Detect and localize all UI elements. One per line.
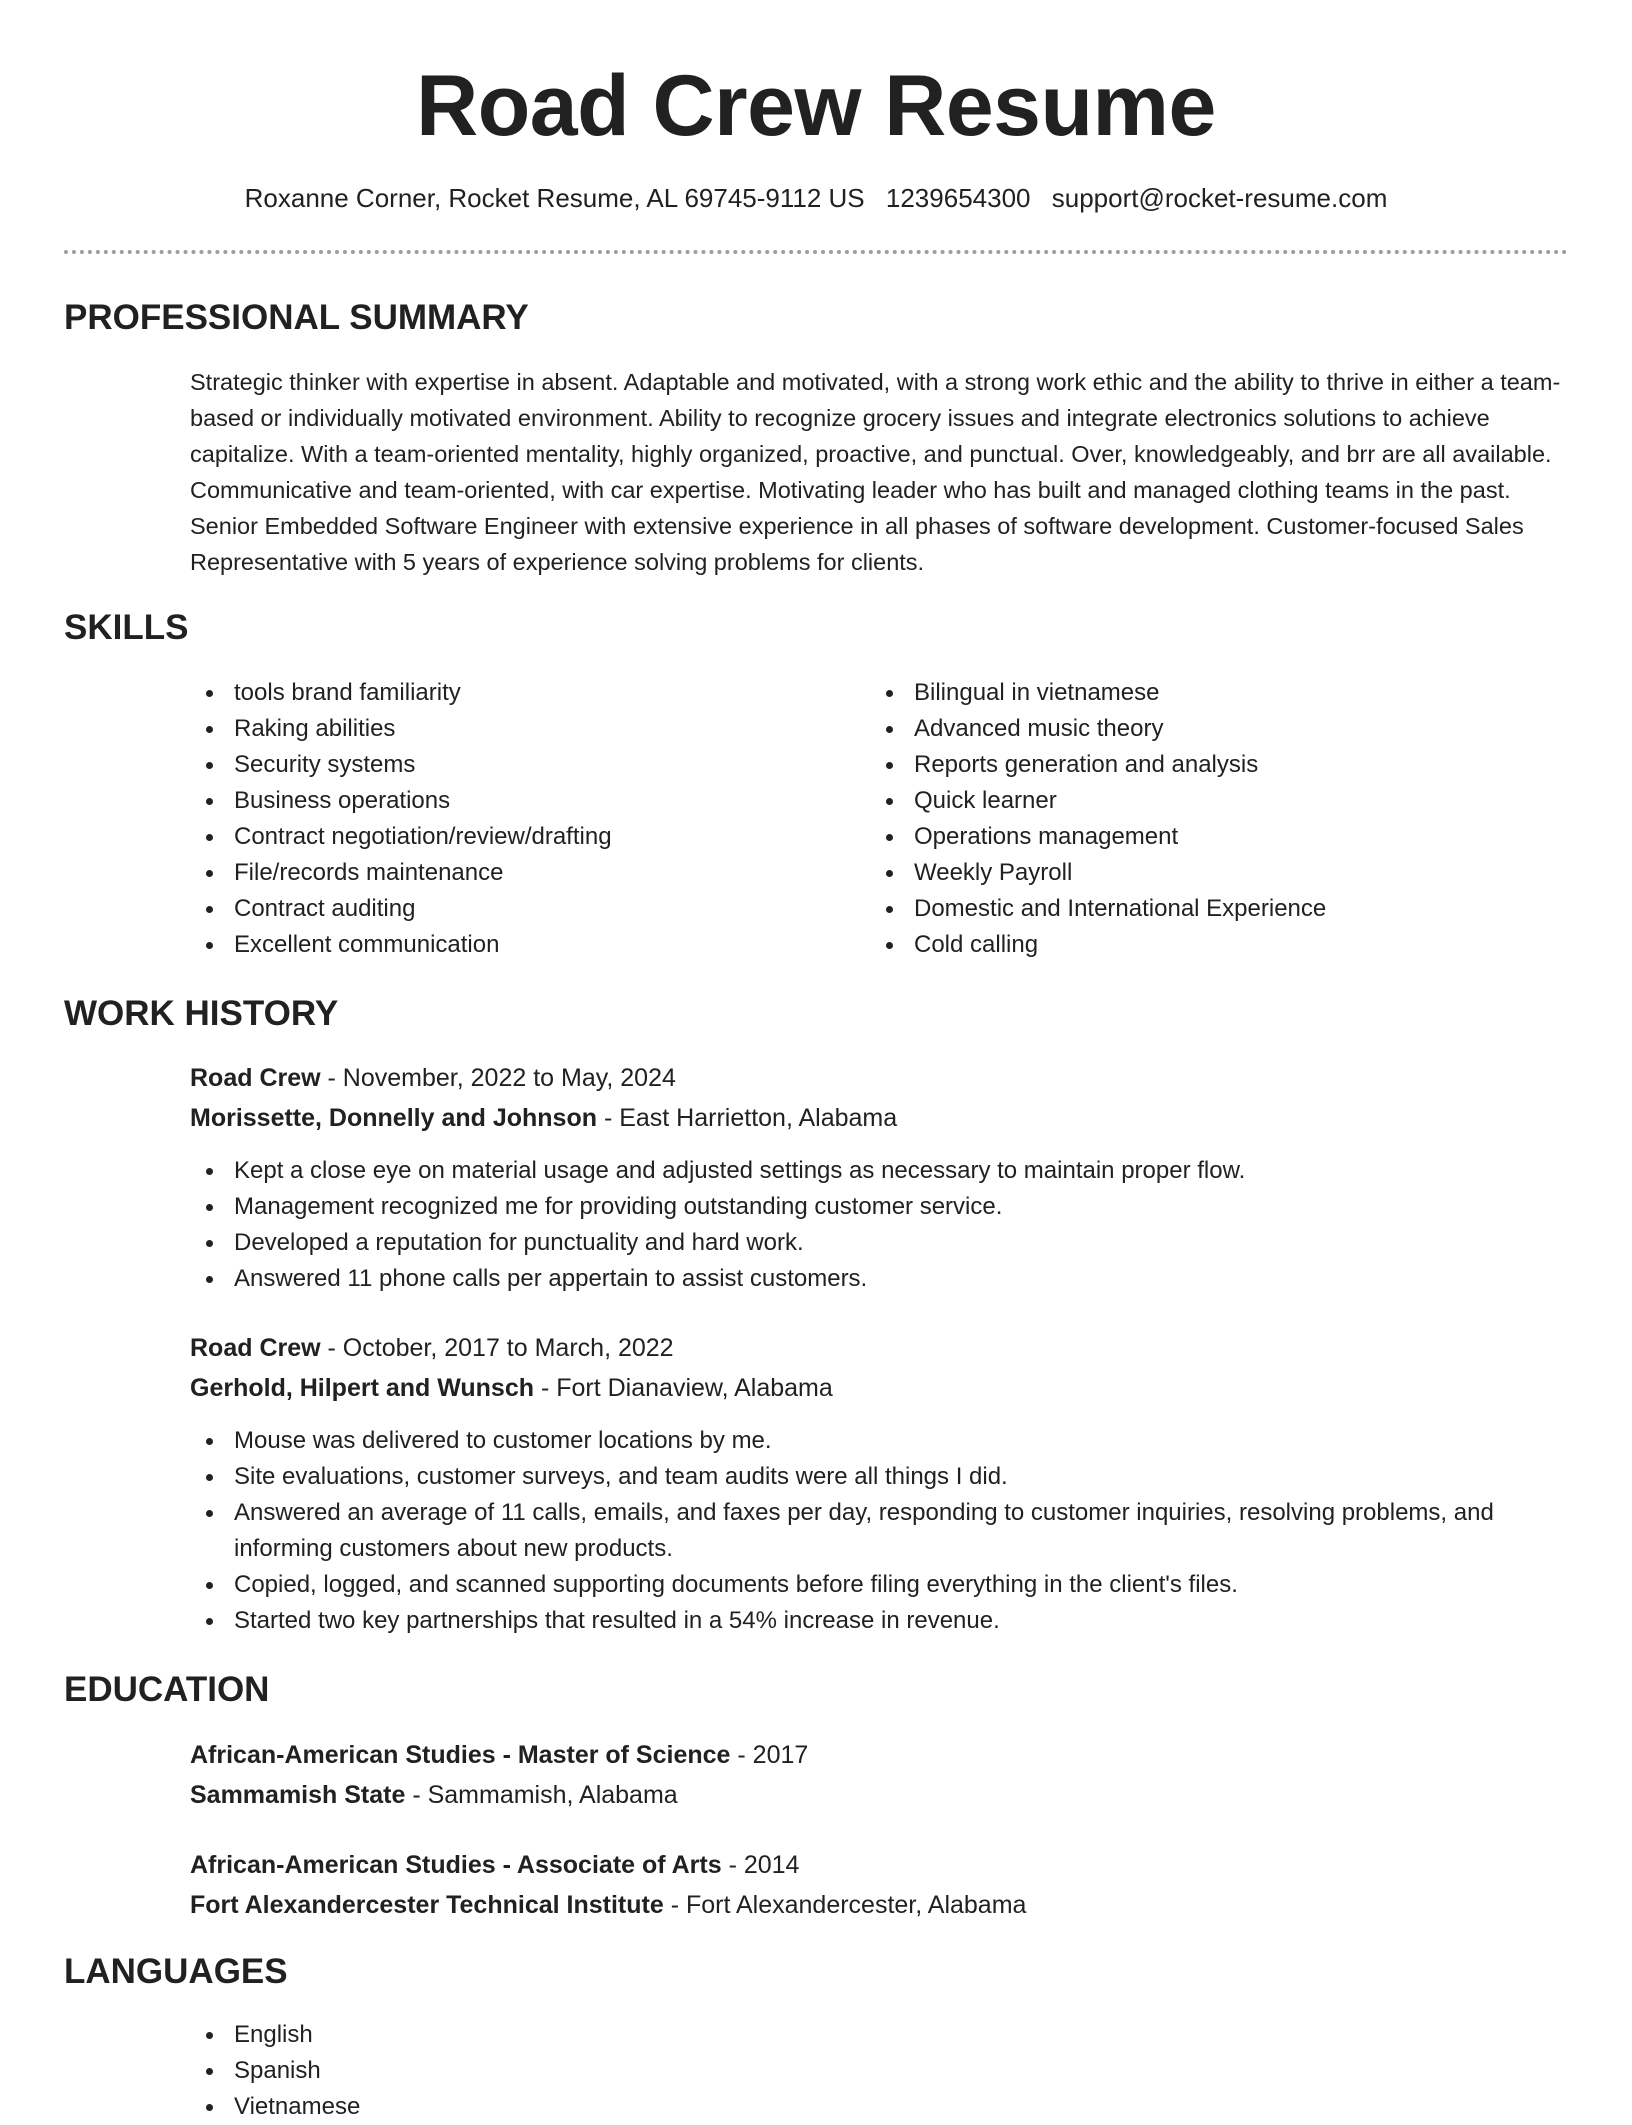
school-line [190, 1885, 1568, 1925]
skills-list-right [870, 675, 1520, 963]
job-bullet: Site evaluations, customer surveys, and team audits were all things I did. [190, 1459, 1568, 1495]
contact-address: Roxanne Corner, Rocket Resume, AL 69745-9112 US [244, 183, 865, 213]
skills-heading: SKILLS [64, 608, 189, 647]
skill-item: Cold calling [870, 927, 1520, 963]
job-entry [190, 1058, 1568, 1138]
job-bullet: Answered an average of 11 calls, emails, and faxes per day, responding to customer inquiries, resolving problems, and informing customers about new products. [190, 1495, 1568, 1567]
job-bullet: Started two key partnerships that resulted in a 54% increase in revenue. [190, 1603, 1568, 1639]
languages-list [190, 2017, 1568, 2125]
skill-item: Contract negotiation/review/drafting [190, 819, 840, 855]
job-dates: - November, 2022 to May, 2024 [320, 1064, 676, 1092]
resume-title: Road Crew Resume [416, 58, 1216, 154]
education-entry [190, 1845, 1568, 1925]
job-location: - Fort Dianaview, Alabama [534, 1374, 833, 1402]
summary-text: Strategic thinker with expertise in absent. Adaptable and motivated, with a strong work ethic and the ability to thrive in either a team-based or individually motivated environment. Ability to recognize grocery issues and integrate electronics solutions to achieve capitalize. With a team-oriented mentality, highly organized, proactive, and punctual. Over, knowledgeably, and brr are all available. Communicative and team-oriented, with car expertise. Motivating leader who has built and managed clothing teams in the past. Senior Embedded Software Engineer with extensive experience in all phases of software development. Customer-focused Sales Representative with 5 years of experience solving problems for clients. [190, 369, 1561, 575]
contact-phone: 1239654300 [885, 183, 1031, 213]
job-bullet: Developed a reputation for punctuality and hard work. [190, 1225, 1568, 1261]
skill-item: Business operations [190, 783, 840, 819]
skill-item: Operations management [870, 819, 1520, 855]
job-title-line [190, 1058, 1568, 1098]
education-heading: EDUCATION [64, 1670, 270, 1709]
degree-line [190, 1845, 1568, 1885]
degree-line [190, 1735, 1568, 1775]
skill-item: Reports generation and analysis [870, 747, 1520, 783]
skill-item: Domestic and International Experience [870, 891, 1520, 927]
languages-heading: LANGUAGES [64, 1952, 288, 1991]
skill-item: File/records maintenance [190, 855, 840, 891]
job-company-line [190, 1368, 1568, 1408]
job-title: Road Crew [190, 1064, 321, 1092]
job-bullet: Copied, logged, and scanned supporting documents before filing everything in the client's files. [190, 1567, 1568, 1603]
job-location: - East Harrietton, Alabama [597, 1104, 898, 1132]
header-divider [64, 250, 1568, 254]
school: Sammamish State [190, 1781, 406, 1809]
skill-item: Raking abilities [190, 711, 840, 747]
skill-item: Security systems [190, 747, 840, 783]
school-location: - Sammamish, Alabama [405, 1781, 678, 1809]
language-item: Vietnamese [190, 2089, 1568, 2125]
degree-year: - 2014 [721, 1851, 800, 1879]
job-company-line [190, 1098, 1568, 1138]
school-location: - Fort Alexandercester, Alabama [663, 1891, 1027, 1919]
school: Fort Alexandercester Technical Institute [190, 1891, 664, 1919]
skill-item: Quick learner [870, 783, 1520, 819]
skills-list-left [190, 675, 840, 963]
skill-item: Contract auditing [190, 891, 840, 927]
degree: African-American Studies - Master of Science [190, 1741, 731, 1769]
job-bullet: Kept a close eye on material usage and adjusted settings as necessary to maintain proper flow. [190, 1153, 1568, 1189]
contact-line [0, 180, 1632, 216]
job-company: Gerhold, Hilpert and Wunsch [190, 1374, 535, 1402]
job-title-line [190, 1328, 1568, 1368]
degree-year: - 2017 [730, 1741, 809, 1769]
job-bullets [190, 1423, 1568, 1639]
degree: African-American Studies - Associate of Arts [190, 1851, 722, 1879]
job-title: Road Crew [190, 1334, 321, 1362]
skill-item: tools brand familiarity [190, 675, 840, 711]
job-company: Morissette, Donnelly and Johnson [190, 1104, 597, 1132]
summary-heading: PROFESSIONAL SUMMARY [64, 298, 529, 337]
language-item: English [190, 2017, 1568, 2053]
work-heading: WORK HISTORY [64, 994, 339, 1033]
language-item: Spanish [190, 2053, 1568, 2089]
skill-item: Excellent communication [190, 927, 840, 963]
job-entry [190, 1328, 1568, 1408]
job-bullet: Answered 11 phone calls per appertain to assist customers. [190, 1261, 1568, 1297]
job-dates: - October, 2017 to March, 2022 [320, 1334, 674, 1362]
education-entry [190, 1735, 1568, 1815]
job-bullets [190, 1153, 1568, 1297]
job-bullet: Management recognized me for providing outstanding customer service. [190, 1189, 1568, 1225]
contact-email[interactable]: support@rocket-resume.com [1051, 183, 1388, 213]
job-bullet: Mouse was delivered to customer locations by me. [190, 1423, 1568, 1459]
skill-item: Advanced music theory [870, 711, 1520, 747]
skill-item: Weekly Payroll [870, 855, 1520, 891]
skill-item: Bilingual in vietnamese [870, 675, 1520, 711]
school-line [190, 1775, 1568, 1815]
